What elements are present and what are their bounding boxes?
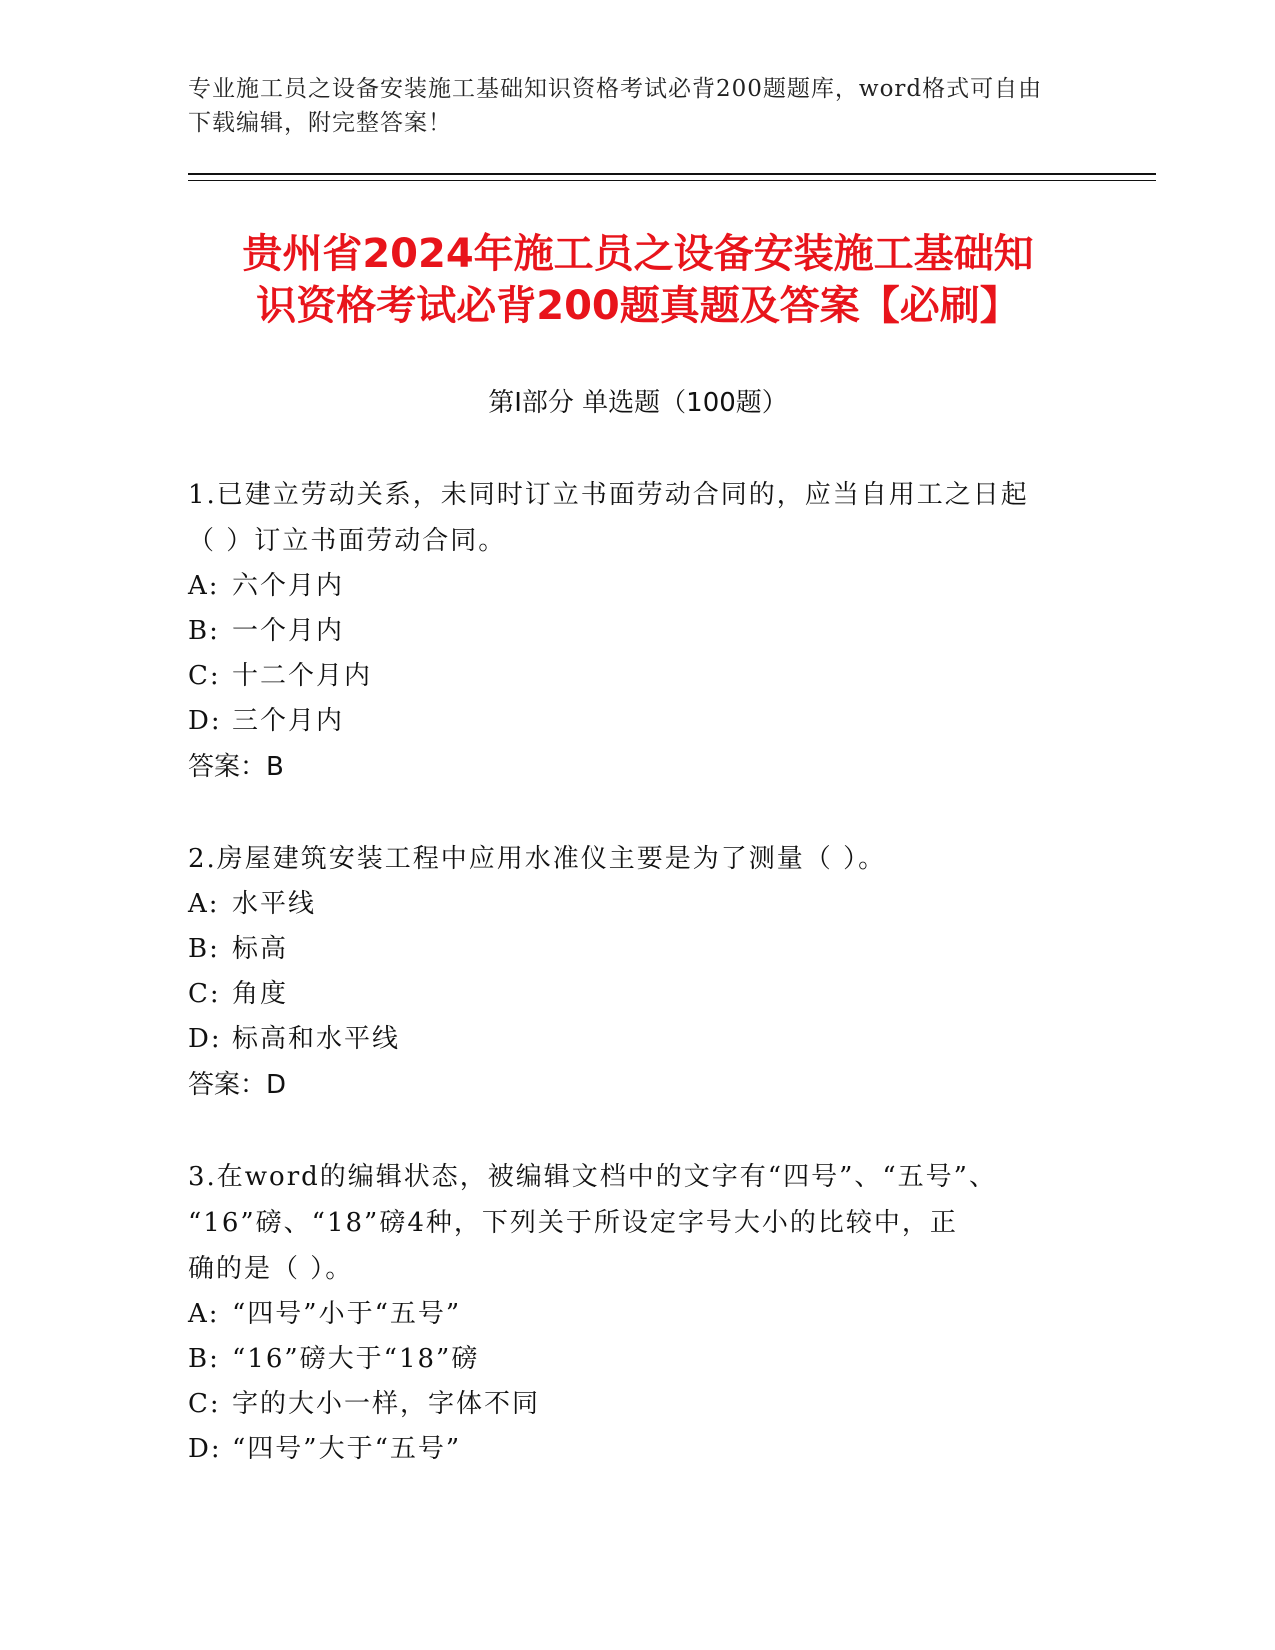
question-stem-line: 确的是（ ）。 (188, 1254, 354, 1284)
option-letter: D: (188, 1024, 222, 1054)
question-item (188, 836, 1068, 1108)
answer-option (188, 1292, 1068, 1337)
question-stem (188, 836, 1068, 882)
option-text: 角度 (232, 979, 289, 1009)
option-letter: C: (188, 979, 221, 1009)
header-note (188, 72, 1068, 140)
answer-option (188, 1427, 1068, 1472)
option-letter: A: (188, 571, 220, 601)
answer-option (188, 609, 1068, 654)
option-letter: A: (188, 1299, 220, 1329)
option-text: “16”磅大于“18”磅 (232, 1344, 480, 1374)
answer-option (188, 972, 1068, 1017)
option-letter: A: (188, 889, 220, 919)
question-stem-line: 3.在word的编辑状态，被编辑文档中的文字有“四号”、“五号”、 (188, 1162, 997, 1192)
section-title: 第I部分 单选题（100题） (488, 388, 788, 418)
header-note-line: 专业施工员之设备安装施工基础知识资格考试必背200题题库，word格式可自由 (188, 76, 1043, 102)
option-letter: B: (188, 934, 220, 964)
question-stem-line: （ ）订立书面劳动合同。 (188, 526, 507, 556)
title-line: 识资格考试必背200题真题及答案【必刷】 (256, 283, 1020, 329)
header-divider-thin (188, 180, 1156, 181)
answer-option (188, 1017, 1068, 1062)
option-letter: D: (188, 1434, 222, 1464)
document-title (188, 228, 1088, 332)
option-text: 六个月内 (232, 571, 345, 601)
option-text: 水平线 (232, 889, 317, 919)
option-letter: C: (188, 1389, 221, 1419)
option-text: 三个月内 (232, 706, 345, 736)
option-text: 标高 (232, 934, 289, 964)
question-stem-line: 1.已建立劳动关系，未同时订立书面劳动合同的，应当自用工之日起 (188, 480, 1029, 510)
answer-key: 答案：D (188, 1070, 287, 1100)
question-list (188, 472, 1068, 1518)
answer-option (188, 1337, 1068, 1382)
answer-option (188, 882, 1068, 927)
option-text: 一个月内 (232, 616, 345, 646)
question-stem-line: “16”磅、“18”磅4种，下列关于所设定字号大小的比较中，正 (188, 1208, 958, 1238)
option-text: 字的大小一样，字体不同 (232, 1389, 541, 1419)
option-text: 标高和水平线 (232, 1024, 401, 1054)
header-divider-thick (188, 173, 1156, 175)
option-letter: D: (188, 706, 222, 736)
option-text: “四号”大于“五号” (232, 1434, 462, 1464)
question-stem-line: 2.房屋建筑安装工程中应用水准仪主要是为了测量（ ）。 (188, 844, 887, 874)
option-letter: B: (188, 1344, 220, 1374)
answer-option (188, 699, 1068, 744)
answer-option (188, 927, 1068, 972)
title-line: 贵州省2024年施工员之设备安装施工基础知 (242, 231, 1034, 277)
answer-option (188, 654, 1068, 699)
option-letter: C: (188, 661, 221, 691)
option-text: 十二个月内 (232, 661, 373, 691)
option-text: “四号”小于“五号” (232, 1299, 462, 1329)
question-stem (188, 1154, 1068, 1292)
answer-option (188, 1382, 1068, 1427)
answer-option (188, 564, 1068, 609)
question-stem (188, 472, 1068, 564)
question-item (188, 1154, 1068, 1472)
answer-key: 答案：B (188, 752, 284, 782)
question-item (188, 472, 1068, 790)
option-letter: B: (188, 616, 220, 646)
header-note-line: 下载编辑，附完整答案！ (188, 110, 452, 136)
